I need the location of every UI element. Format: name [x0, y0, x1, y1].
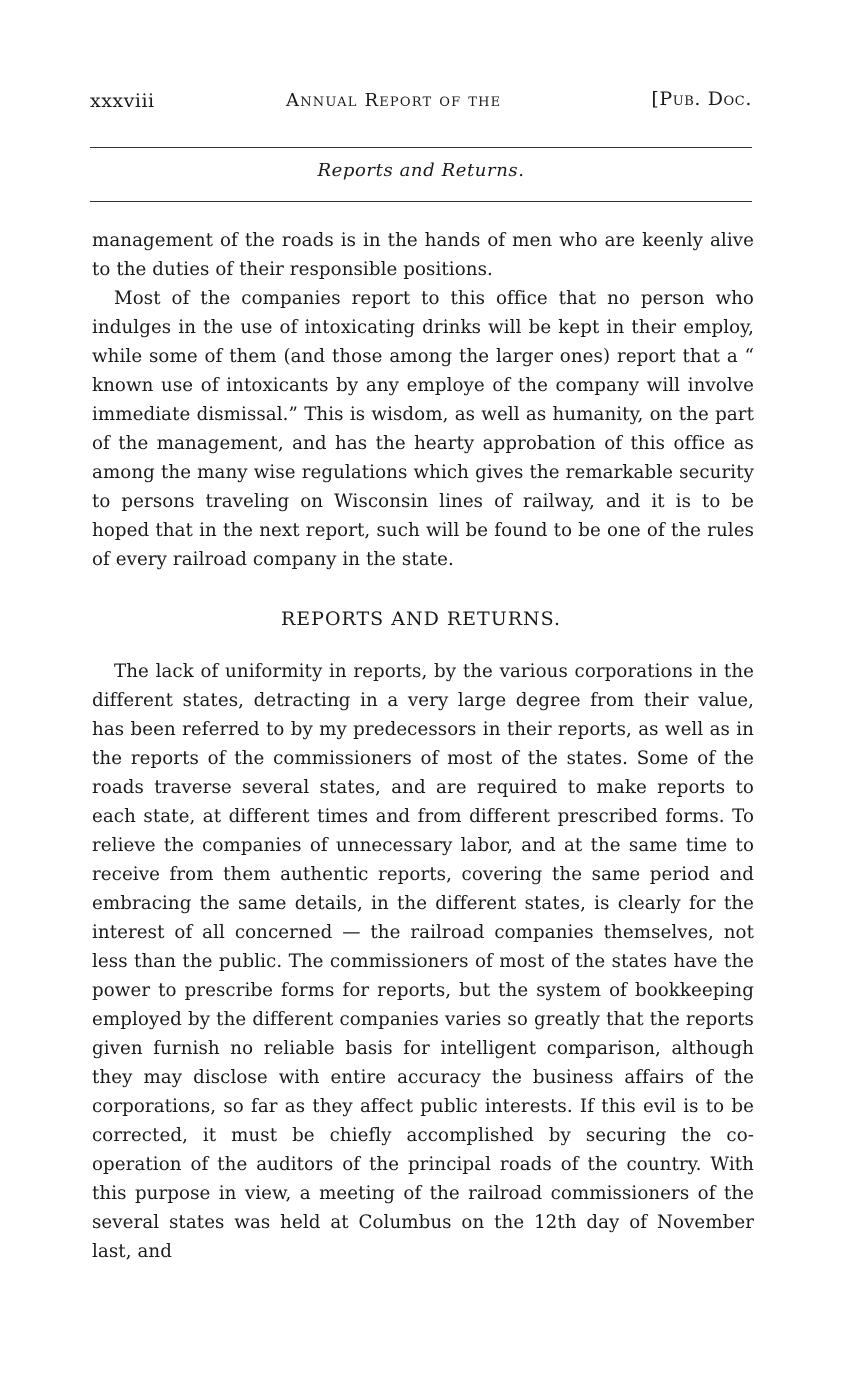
- header-rule-top: [90, 147, 752, 148]
- section-subhead: Reports and Returns.: [317, 160, 525, 181]
- section-title: REPORTS AND RETURNS.: [280, 608, 562, 630]
- header-rule-bottom: [90, 201, 752, 202]
- body-text-top: [92, 226, 754, 574]
- document-tag: [Pub. Doc.: [651, 88, 752, 110]
- body-text-bottom: [92, 657, 754, 1266]
- paragraph: management of the roads is in the hands of men who are keenly alive to the duties of their responsible positions.: [92, 230, 754, 280]
- running-title: Annual Report of the: [286, 90, 502, 111]
- page-header: [90, 88, 752, 122]
- page-number: xxxviii: [90, 90, 155, 112]
- paragraph: Most of the companies report to this office that no person who indulges in the use of intoxicating drinks will be kept in their employ, while some of them (and those among the larger ones) report that a “ known use of intoxicants by any employe of the company will involve immediate dismissal.” This is wisdom, as well as humanity, on the part of the management, and has the hearty approbation of this office as among the many wise regulations which gives the remarkable security to persons traveling on Wisconsin lines of railway, and it is to be hoped that in the next report, such will be found to be one of the rules of every railroad company in the state.: [92, 288, 754, 570]
- paragraph: The lack of uniformity in reports, by the various corporations in the different states, detracting in a very large degree from their value, has been referred to by my predecessors in their reports, as well as in the reports of the commissioners of most of the states. Some of the roads traverse several states, and are required to make reports to each state, at different times and from different prescribed forms. To relieve the companies of unnecessary labor, and at the same time to receive from them authentic reports, covering the same period and embracing the same details, in the different states, is clearly for the interest of all concerned — the railroad companies themselves, not less than the public. The commissioners of most of the states have the power to prescribe forms for reports, but the system of bookkeeping employed by the different companies varies so greatly that the reports given furnish no reliable basis for intelligent comparison, although they may disclose with entire accuracy the business affairs of the corporations, so far as they affect public interests. If this evil is to be corrected, it must be chiefly accomplished by securing the co-operation of the auditors of the principal roads of the country. With this purpose in view, a meeting of the railroad commissioners of the several states was held at Columbus on the 12th day of November last, and: [92, 661, 754, 1262]
